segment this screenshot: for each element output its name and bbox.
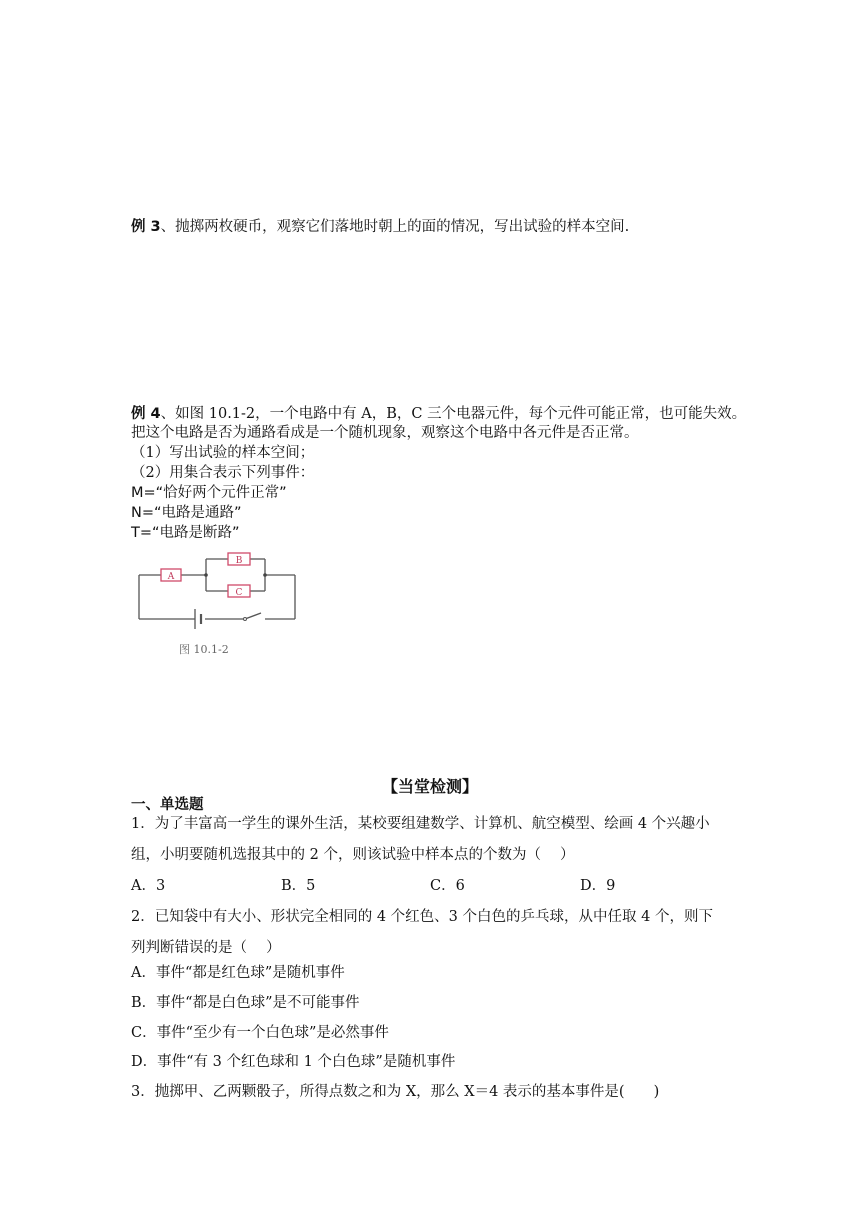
event-t: T=“电路是断路” [131,525,240,541]
question-2-line-2: 列判断错误的是（ ） [131,940,281,956]
question-1-option-a: A．3 [131,878,166,894]
junction-right [263,573,267,577]
circuit-diagram [133,545,303,663]
question-2-option-d: D．事件“有 3 个红色球和 1 个白色球”是随机事件 [131,1054,456,1070]
question-3-line-1: 3．抛掷甲、乙两颗骰子，所得点数之和为 X，那么 X＝4 表示的基本事件是( ) [131,1084,660,1100]
question-1-option-b: B．5 [281,878,316,894]
example-4-label: 例 4 [131,406,161,422]
example-3-label: 例 3 [131,219,161,235]
example-4-question-2: （2）用集合表示下列事件： [131,465,315,481]
example-4-line-1 [131,405,746,423]
question-1-line-2: 组，小明要随机选报其中的 2 个，则该试验中样本点的个数为（ ） [131,847,575,863]
example-3-text: 、抛掷两枚硬币，观察它们落地时朝上的面的情况，写出试验的样本空间. [160,219,630,235]
question-2-option-a: A．事件“都是红色球”是随机事件 [131,965,345,981]
component-b-label: B [235,556,243,566]
component-a-label: A [167,572,175,582]
question-2-option-b: B．事件“都是白色球”是不可能事件 [131,995,360,1011]
example-4-line-2: 把这个电路是否为通路看成是一个随机现象，观察这个电路中各元件是否正常。 [131,425,639,441]
question-2-line-1: 2．已知袋中有大小、形状完全相同的 4 个红色、3 个白色的乒乓球，从中任取 4 个，则下 [131,909,713,925]
switch-pivot [244,618,247,621]
question-1-line-1: 1．为了丰富高一学生的课外生活，某校要组建数学、计算机、航空模型、绘画 4 个兴趣小 [131,816,710,832]
section-title: 【当堂检测】 [381,777,478,796]
question-2-option-c: C．事件“至少有一个白色球”是必然事件 [131,1025,389,1041]
question-1-option-c: C．6 [430,878,465,894]
subsection-title: 一、单选题 [131,797,204,813]
junction-left [204,573,208,577]
figure-caption: 图 10.1-2 [179,643,229,656]
example-4-text: 、如图 10.1-2，一个电路中有 A，B，C 三个电器元件，每个元件可能正常，也可能失效。 [160,406,747,422]
component-c-label: C [235,588,243,598]
event-m: M=“恰好两个元件正常” [131,485,287,501]
example-4-question-1: （1）写出试验的样本空间； [131,445,315,461]
example-3 [131,218,629,236]
event-n: N=“电路是通路” [131,505,242,521]
question-1-option-d: D．9 [580,878,616,894]
